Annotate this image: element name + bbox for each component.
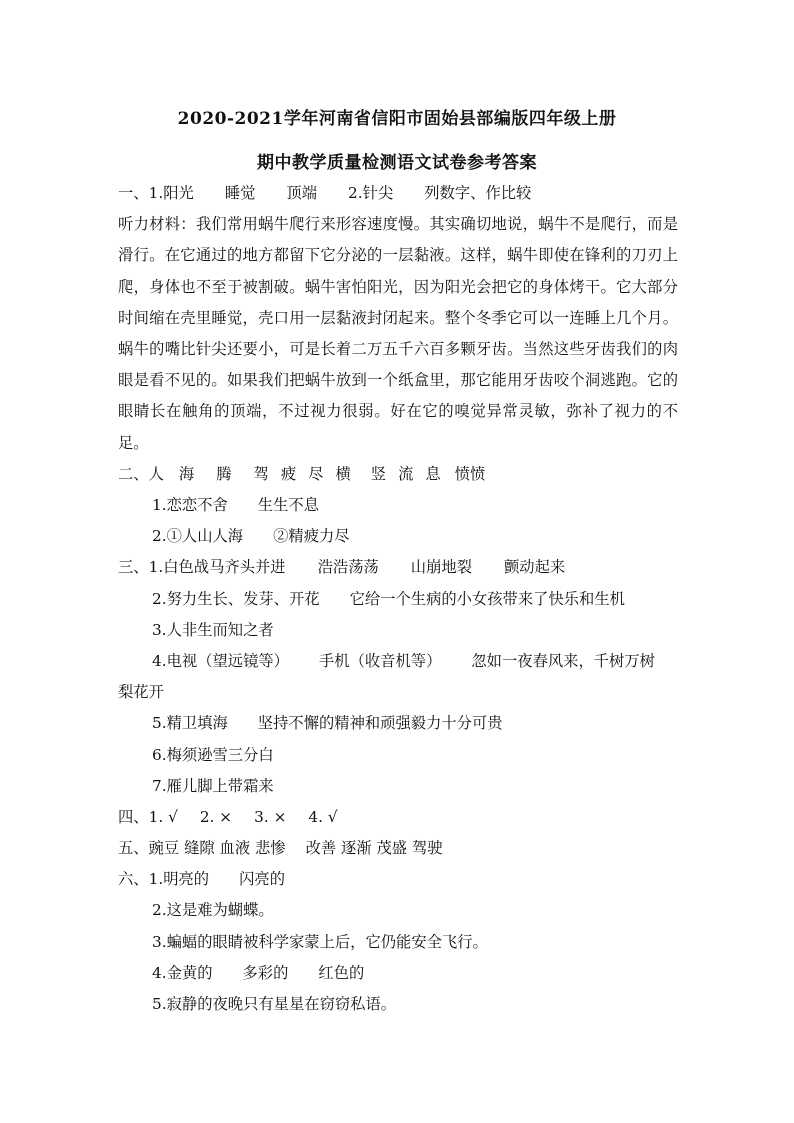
answer-text: 生生不息 (257, 496, 319, 514)
answer-char: 驾 (253, 464, 269, 483)
section-3-q4 (118, 646, 678, 677)
answer-mark: 1. √ (148, 807, 178, 826)
answer-mark: 4. √ (308, 807, 338, 826)
answer-text: 忽如一夜春风来，千树万树 (471, 651, 655, 670)
section-3-q2 (118, 584, 678, 615)
section-3-q5 (118, 708, 678, 739)
section-2-q1 (118, 490, 678, 521)
section-1-line (118, 178, 678, 209)
section-3-q6 (118, 740, 678, 771)
section-3-q3 (118, 615, 678, 646)
answer-text: 改善 逐渐 茂盛 驾驶 (305, 839, 443, 858)
section-3-q1 (118, 552, 678, 583)
section-6-prefix: 六、 (118, 870, 149, 889)
section-1-prefix: 一、1. (118, 184, 164, 202)
answer-content (118, 178, 678, 1020)
section-6-q2 (118, 895, 678, 926)
section-4-prefix: 四、 (118, 807, 149, 826)
answer-char: 海 (178, 464, 195, 483)
section-3-q4-continued (118, 677, 678, 708)
answer-text: 4.电视（望远镜等） (152, 651, 289, 670)
section-3-prefix: 三、 (118, 558, 149, 577)
answer-mark: 3. × (254, 807, 287, 826)
section-6-q1 (118, 864, 678, 895)
question-number: 2. (348, 184, 363, 202)
document-title-line2: 期中教学质量检测语文试卷参考答案 (257, 153, 537, 173)
answer-char: 人 (148, 464, 164, 483)
answer-text: 睡觉 (224, 184, 256, 202)
answer-char: 疲 (280, 464, 297, 483)
answer-char: 横 (335, 464, 351, 483)
answer-char: 息 (425, 464, 441, 483)
answer-text: 它给一个生病的小女孩带来了快乐和生机 (349, 589, 625, 608)
answer-text: 列数字、作比较 (424, 184, 532, 202)
answer-text: 多彩的 (242, 963, 289, 982)
answer-text: 5.寂静的夜晚只有星星在窃窃私语。 (152, 995, 397, 1013)
answer-char: 愤愤 (454, 464, 486, 483)
answer-text: 2.这是难为蝴蝶。 (152, 901, 274, 920)
answer-text: 山崩地裂 (410, 558, 472, 577)
answer-text: 坚持不懈的精神和顽强毅力十分可贵 (257, 714, 503, 733)
answer-mark: 2. × (199, 807, 233, 826)
answer-text: 2.努力生长、发芽、开花 (152, 589, 320, 608)
section-2-line (118, 459, 678, 490)
answer-char: 流 (398, 464, 414, 483)
answer-text: 5.精卫填海 (152, 714, 228, 733)
answer-text: 3.人非生而知之者 (152, 620, 274, 639)
section-5-prefix: 五、 (118, 839, 149, 858)
section-6-q5 (118, 989, 678, 1020)
answer-text: 颤动起来 (504, 558, 566, 577)
answer-text: 7.雁儿脚上带霜来 (152, 776, 274, 795)
answer-text: 阳光 (163, 184, 194, 202)
answer-char: 尽 (308, 464, 324, 483)
answer-text: 1.明亮的 (148, 870, 210, 889)
document-title-line1: 2020-2021学年河南省信阳市固始县部编版四年级上册 (177, 109, 617, 129)
answer-text: 浩浩荡荡 (317, 558, 379, 577)
listening-material: 听力材料：我们常用蜗牛爬行来形容速度慢。其实确切地说，蜗牛不是爬行，而是滑行。在它通过的地方都留下它分泌的一层黏液。这样，蜗牛即使在锋利的刀刃上爬，身体也不至于被割破。蜗牛害怕阳光，因为阳光会把它的身体烤干。它大部分时间缩在壳里睡觉，壳口用一层黏液封闭起来。整个冬季它可以一连睡上几个月。蜗牛的嘴比针尖还要小，可是长着二万五千六百多颗牙齿。当然这些牙齿我们的肉眼是看不见的。如果我们把蜗牛放到一个纸盒里，那它能用牙齿咬个洞逃跑。它的眼睛长在触角的顶端，不过视力很弱。好在它的嗅觉异常灵敏，弥补了视力的不足。 (118, 215, 678, 452)
answer-text: 顶端 (286, 184, 318, 202)
answer-text: 2.①人山人海 (152, 527, 244, 546)
answer-text: 6.梅须逊雪三分白 (152, 745, 274, 764)
answer-text: 红色的 (318, 963, 365, 982)
answer-char: 竖 (370, 464, 387, 483)
answer-text: ②精疲力尽 (273, 527, 350, 546)
answer-text: 1.恋恋不舍 (152, 496, 228, 514)
section-4-line (118, 802, 678, 833)
answer-text: 1.白色战马齐头并进 (148, 558, 286, 577)
section-2-q2 (118, 521, 678, 552)
section-6-q4 (118, 958, 678, 989)
section-5-line (118, 833, 678, 864)
answer-text: 针尖 (362, 184, 394, 202)
answer-text: 闪亮的 (239, 870, 286, 889)
section-2-prefix: 二、 (118, 464, 149, 483)
section-6-q3 (118, 927, 678, 958)
answer-text: 梨花开 (118, 683, 164, 702)
answer-text: 豌豆 缝隙 血液 悲惨 (148, 839, 286, 858)
answer-text: 4.金黄的 (152, 963, 213, 982)
section-3-q7 (118, 771, 678, 802)
answer-text: 3.蝙蝠的眼睛被科学家蒙上后，它仍能安全飞行。 (152, 932, 488, 951)
answer-text: 手机（收音机等） (318, 651, 442, 670)
answer-char: 腾 (216, 464, 232, 483)
